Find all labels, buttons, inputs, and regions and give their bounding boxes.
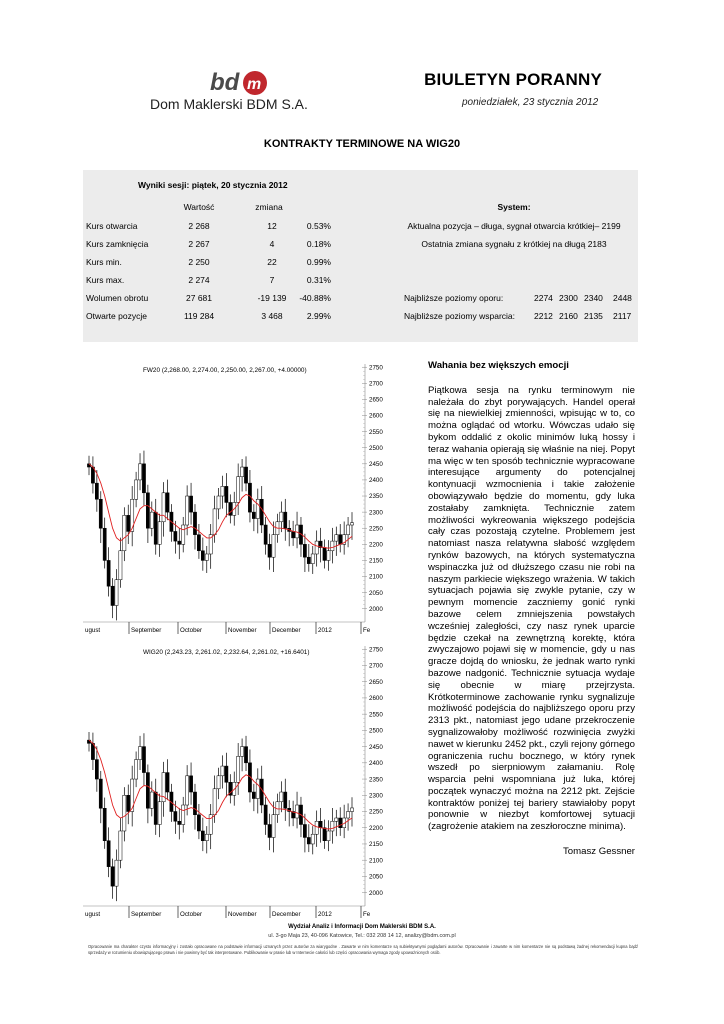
price-bar xyxy=(339,818,342,828)
svg-text:bd: bd xyxy=(210,69,240,96)
row-value: 27 681 xyxy=(186,293,212,303)
price-bar xyxy=(150,792,153,808)
price-bar xyxy=(189,776,192,792)
resistance-level: 2300 xyxy=(559,293,578,303)
y-tick-label: 2600 xyxy=(369,412,383,420)
price-bar xyxy=(264,805,267,824)
footer-address: ul. 3-go Maja 23, 40-096 Katowice, Tel.: 032 208 14 12, analizy@bdm.com.pl xyxy=(268,933,456,939)
price-bar xyxy=(154,792,157,824)
price-bar xyxy=(178,821,181,824)
price-bar xyxy=(327,831,330,841)
price-bar xyxy=(295,805,298,818)
price-bar xyxy=(123,795,126,831)
row-value: 2 268 xyxy=(188,221,210,231)
x-tick-label: 2012 xyxy=(318,627,332,634)
x-tick-label: December xyxy=(272,911,301,918)
y-tick-label: 2650 xyxy=(369,396,383,404)
price-bar xyxy=(268,824,271,837)
support-label: Najbliższe poziomy wsparcia: xyxy=(404,311,516,321)
price-bar xyxy=(135,760,138,779)
price-bar xyxy=(331,541,334,551)
x-tick-label: ugust xyxy=(85,911,101,918)
y-tick-label: 2150 xyxy=(369,557,383,565)
results-title: Wyniki sesji: piątek, 20 stycznia 2012 xyxy=(138,180,288,190)
y-tick-label: 2000 xyxy=(369,889,383,897)
y-tick-label: 2700 xyxy=(369,662,383,670)
price-bar xyxy=(107,560,110,586)
row-label: Kurs min. xyxy=(86,257,122,267)
support-level: 2117 xyxy=(613,311,632,321)
support-level: 2135 xyxy=(584,311,603,321)
fw20-chart xyxy=(83,356,383,636)
price-bar xyxy=(201,831,204,841)
price-bar xyxy=(146,773,149,809)
price-bar xyxy=(205,834,208,840)
price-bar xyxy=(346,525,349,535)
price-bar xyxy=(186,496,189,525)
price-bar xyxy=(197,815,200,831)
price-bar xyxy=(154,512,157,544)
price-bar xyxy=(138,747,141,760)
price-bar xyxy=(331,821,334,831)
svg-text:m: m xyxy=(247,76,262,93)
price-bar xyxy=(158,522,161,545)
price-bar xyxy=(127,795,130,811)
price-bar xyxy=(182,525,185,544)
system-position: Aktualna pozycja – długa, sygnał otwarcia krótkiej– 2199 xyxy=(407,221,621,231)
price-bar xyxy=(115,580,118,606)
price-bar xyxy=(217,776,220,789)
price-bar xyxy=(142,464,145,493)
price-bar xyxy=(252,512,255,518)
price-bar xyxy=(240,467,243,477)
price-bar xyxy=(186,776,189,805)
price-bar xyxy=(284,792,287,808)
row-change: 22 xyxy=(267,257,277,267)
bdm-logo xyxy=(208,66,268,100)
x-tick-label: November xyxy=(228,911,257,918)
row-change: -19 139 xyxy=(257,293,287,303)
price-bar xyxy=(174,812,177,822)
x-tick-label: Fe xyxy=(363,911,371,918)
y-tick-label: 2450 xyxy=(369,743,383,751)
price-bar xyxy=(174,531,177,541)
y-tick-label: 2050 xyxy=(369,589,383,597)
row-pct: 0.53% xyxy=(306,221,331,231)
price-bar xyxy=(272,815,275,838)
row-change: 4 xyxy=(269,239,275,249)
price-bar xyxy=(319,821,322,827)
row-label: Kurs zamknięcia xyxy=(86,239,149,249)
row-change: 3 468 xyxy=(261,311,283,321)
y-tick-label: 2100 xyxy=(369,857,383,865)
price-bar xyxy=(205,554,208,560)
price-bar xyxy=(339,535,342,545)
price-bar xyxy=(123,515,126,550)
y-tick-label: 2200 xyxy=(369,824,383,832)
price-bar xyxy=(193,792,196,815)
price-bar xyxy=(158,802,161,825)
price-bar xyxy=(166,493,169,512)
price-bar xyxy=(237,477,240,503)
price-bar xyxy=(252,792,255,798)
y-tick-label: 2300 xyxy=(369,792,383,800)
y-tick-label: 2600 xyxy=(369,695,383,703)
price-bar xyxy=(162,493,165,522)
price-bar xyxy=(311,554,314,564)
footer-disclaimer: Opracowanie ma charakter czysto informacyjny i zostało opracowane na podstawie informacji uznanych przez autorów za wiarygodne . Zawarte w nim komentarze są subiektywnymi poglądami autorów. Opracowanie i zawarte w nim komentarze nie są podstawą żadnej rekomendacji kupna bądź sprzedaży w rozumieniu obowiązującego prawa i nie powinny być tak interpretowane. Publikowanie w prasie lub w Internecie całości lub części opracowania wymaga zgody upoważnionych osób. xyxy=(88,944,638,955)
chart-title: WIG20 (2,243.23, 2,261.02, 2,232.64, 2,261.02, +16.6401) xyxy=(143,649,310,656)
price-bar xyxy=(268,544,271,557)
price-bar xyxy=(307,837,310,843)
col-header-change: zmiana xyxy=(255,202,283,212)
price-bar xyxy=(178,541,181,544)
price-bar xyxy=(103,808,106,840)
system-last-change: Ostatnia zmiana sygnału z krótkiej na długą 2183 xyxy=(421,239,607,249)
resistance-level: 2448 xyxy=(613,293,632,303)
y-tick-label: 2500 xyxy=(369,444,383,452)
y-tick-label: 2350 xyxy=(369,776,383,784)
price-bar xyxy=(335,818,338,821)
price-bar xyxy=(350,808,353,812)
x-tick-label: December xyxy=(272,627,301,634)
x-tick-label: October xyxy=(180,627,203,634)
price-bar xyxy=(256,779,259,798)
price-bar xyxy=(217,496,220,509)
row-label: Kurs otwarcia xyxy=(86,221,138,231)
resistance-label: Najbliższe poziomy oporu: xyxy=(404,293,504,303)
price-bar xyxy=(303,824,306,837)
price-bar xyxy=(292,531,295,537)
y-tick-label: 2250 xyxy=(369,525,383,533)
session-results-table xyxy=(83,170,638,342)
support-level: 2212 xyxy=(534,311,553,321)
bulletin-date: poniedziałek, 23 stycznia 2012 xyxy=(462,97,599,108)
resistance-level: 2340 xyxy=(584,293,603,303)
price-bar xyxy=(213,789,216,815)
x-tick-label: October xyxy=(180,911,203,918)
x-tick-label: September xyxy=(131,627,162,634)
company-name: Dom Maklerski BDM S.A. xyxy=(150,96,308,112)
price-bar xyxy=(201,551,204,561)
price-bar xyxy=(95,760,98,779)
price-bar xyxy=(213,509,216,535)
price-bar xyxy=(327,551,330,561)
price-bar xyxy=(138,464,141,480)
x-tick-label: September xyxy=(131,911,162,918)
x-tick-label: November xyxy=(228,627,257,634)
price-bar xyxy=(244,467,247,483)
price-bar xyxy=(225,486,228,502)
price-bar xyxy=(107,841,110,867)
commentary-body: Piątkowa sesja na rynku terminowym nie należała do zbyt porywających. Handel operał się na niewielkiej zmienności, wpisując w to, co można oglądać od wtorku. Wówczas udało się bykom oddalić z okolic minimów luką hossy i teraz wahania opierają się właśnie na niej. Popyt ma więc w ten sposób technicznie wypracowane interesujące argumenty do potencjalnej kontynuacji wzmocnienia i takie założenie obowiązywało będzie do momentu, gdy luka zostałaby zamknięta. Technicznie zatem możliwości wykreowania większego podejścia cały czas pozostają czytelne. Problemem jest natomiast nasza relatywna słabość względem rynków bazowych, na których systematyczna wspinaczka już od dłuższego czasu nie robi na naszym parkiecie większego wrażenia. W takich sytuacjach pojawia się zwykle pytanie, czy w pewnym momencie zaczniemy gonić rynki bazowe celem zmniejszenia powstałych wcześniej zaległości, czy nasz rynek uparcie będzie czekał na zewnętrzną korektę, która zwyczajowo pojawi się w momencie, gdy u nas gracze dojdą do wniosku, że jednak warto rynki bazowe nadgonić. Technicznie sytuacja wydaje się obecnie w miarę przejrzysta. Krótkoterminowe zachowanie rynku sygnalizuje możliwość podejścia do najbliższego oporu przy 2313 pkt., natomiast jego udane przekroczenie sygnalizowałoby możliwość rozwinięcia zwyżki nawet w kierunku 2452 pkt., czyli rejony górnego ograniczenia ruchu bocznego, w który rynek wszedł po sierpniowym załamaniu. Rolę wsparcia pełni wspomniana już luka, której początek wynaczyć można na 2212 pkt. Zejście kontraktów poniżej tej bariery stawiałoby popyt ponownie w niezbyt komfortowej sytuacji (zagrożenie atakiem na zeszłoroczne minima). xyxy=(428,384,635,833)
row-pct: 2.99% xyxy=(306,311,331,321)
row-label: Wolumen obrotu xyxy=(86,293,149,303)
y-tick-label: 2650 xyxy=(369,678,383,686)
price-bar xyxy=(303,544,306,557)
price-bar xyxy=(311,834,314,844)
price-bar xyxy=(221,766,224,776)
wig20-chart xyxy=(83,638,383,920)
row-label: Otwarte pozycje xyxy=(86,311,147,321)
y-tick-label: 2250 xyxy=(369,808,383,816)
price-bar xyxy=(307,557,310,563)
row-pct: 0.99% xyxy=(306,257,331,267)
price-bar xyxy=(221,486,224,496)
x-tick-label: 2012 xyxy=(318,911,332,918)
row-value: 2 267 xyxy=(188,239,210,249)
price-bar xyxy=(197,535,200,551)
y-tick-label: 2700 xyxy=(369,380,383,388)
price-bar xyxy=(244,747,247,763)
price-bar xyxy=(111,867,114,886)
support-level: 2160 xyxy=(559,311,578,321)
price-bar xyxy=(264,525,267,544)
commentary xyxy=(428,360,635,858)
price-bar xyxy=(260,499,263,525)
y-tick-label: 2400 xyxy=(369,477,383,485)
price-bar xyxy=(240,747,243,757)
row-label: Kurs max. xyxy=(86,275,125,285)
row-pct: 0.18% xyxy=(306,239,331,249)
col-header-value: Wartość xyxy=(183,202,215,212)
price-bar xyxy=(335,535,338,541)
y-tick-label: 2000 xyxy=(369,605,383,613)
price-bar xyxy=(193,512,196,535)
price-bar xyxy=(127,515,130,531)
price-bar xyxy=(323,828,326,841)
price-bar xyxy=(111,586,114,605)
y-tick-label: 2550 xyxy=(369,711,383,719)
price-bar xyxy=(99,499,102,528)
y-tick-label: 2450 xyxy=(369,461,383,469)
y-tick-label: 2550 xyxy=(369,428,383,436)
x-tick-label: Fe xyxy=(363,627,371,634)
price-bar xyxy=(146,493,149,528)
system-header: System: xyxy=(497,202,531,212)
y-tick-label: 2050 xyxy=(369,873,383,881)
y-tick-label: 2500 xyxy=(369,727,383,735)
chart-title: FW20 (2,268.00, 2,274.00, 2,250.00, 2,267.00, +4.00000) xyxy=(143,367,307,374)
footer-department: Wydział Analiz i Informacji Dom Maklerski BDM S.A. xyxy=(288,924,436,930)
price-bar xyxy=(142,747,145,773)
row-value: 2 250 xyxy=(188,257,210,267)
price-bar xyxy=(280,512,283,522)
commentary-author: Tomasz Gessner xyxy=(563,846,635,858)
price-bar xyxy=(135,480,138,499)
y-tick-label: 2200 xyxy=(369,541,383,549)
price-bar xyxy=(150,512,153,528)
row-change: 12 xyxy=(267,221,277,231)
resistance-level: 2274 xyxy=(534,293,553,303)
price-bar xyxy=(272,535,275,558)
row-change: 7 xyxy=(269,275,275,285)
y-tick-label: 2350 xyxy=(369,493,383,501)
row-pct: 0.31% xyxy=(306,275,331,285)
y-tick-label: 2150 xyxy=(369,841,383,849)
row-pct: -40.88% xyxy=(299,293,331,303)
price-bar xyxy=(315,541,318,554)
price-bar xyxy=(119,551,122,580)
x-tick-label: ugust xyxy=(85,627,101,634)
price-bar xyxy=(256,499,259,518)
price-bar xyxy=(99,779,102,808)
y-tick-label: 2300 xyxy=(369,509,383,517)
commentary-title: Wahania bez większych emocji xyxy=(428,360,569,371)
row-value: 2 274 xyxy=(188,275,210,285)
y-tick-label: 2750 xyxy=(369,646,383,654)
price-bar xyxy=(182,805,185,824)
price-bar xyxy=(166,773,169,792)
price-bar xyxy=(237,756,240,782)
price-bar xyxy=(350,523,353,525)
price-bar xyxy=(95,483,98,499)
price-bar xyxy=(189,496,192,512)
row-value: 119 284 xyxy=(183,311,215,321)
section-title: KONTRAKTY TERMINOWE NA WIG20 xyxy=(263,138,461,150)
price-bar xyxy=(119,831,122,860)
y-tick-label: 2750 xyxy=(369,364,383,372)
price-bar xyxy=(280,792,283,802)
price-bar xyxy=(103,528,106,560)
price-bar xyxy=(315,821,318,834)
y-tick-label: 2100 xyxy=(369,573,383,581)
price-bar xyxy=(295,525,298,538)
price-bar xyxy=(225,766,228,782)
price-bar xyxy=(115,860,118,886)
bulletin-title: BIULETYN PORANNY xyxy=(424,70,602,89)
price-bar xyxy=(284,512,287,528)
price-bar xyxy=(323,548,326,561)
price-bar xyxy=(346,812,349,818)
y-tick-label: 2400 xyxy=(369,760,383,768)
